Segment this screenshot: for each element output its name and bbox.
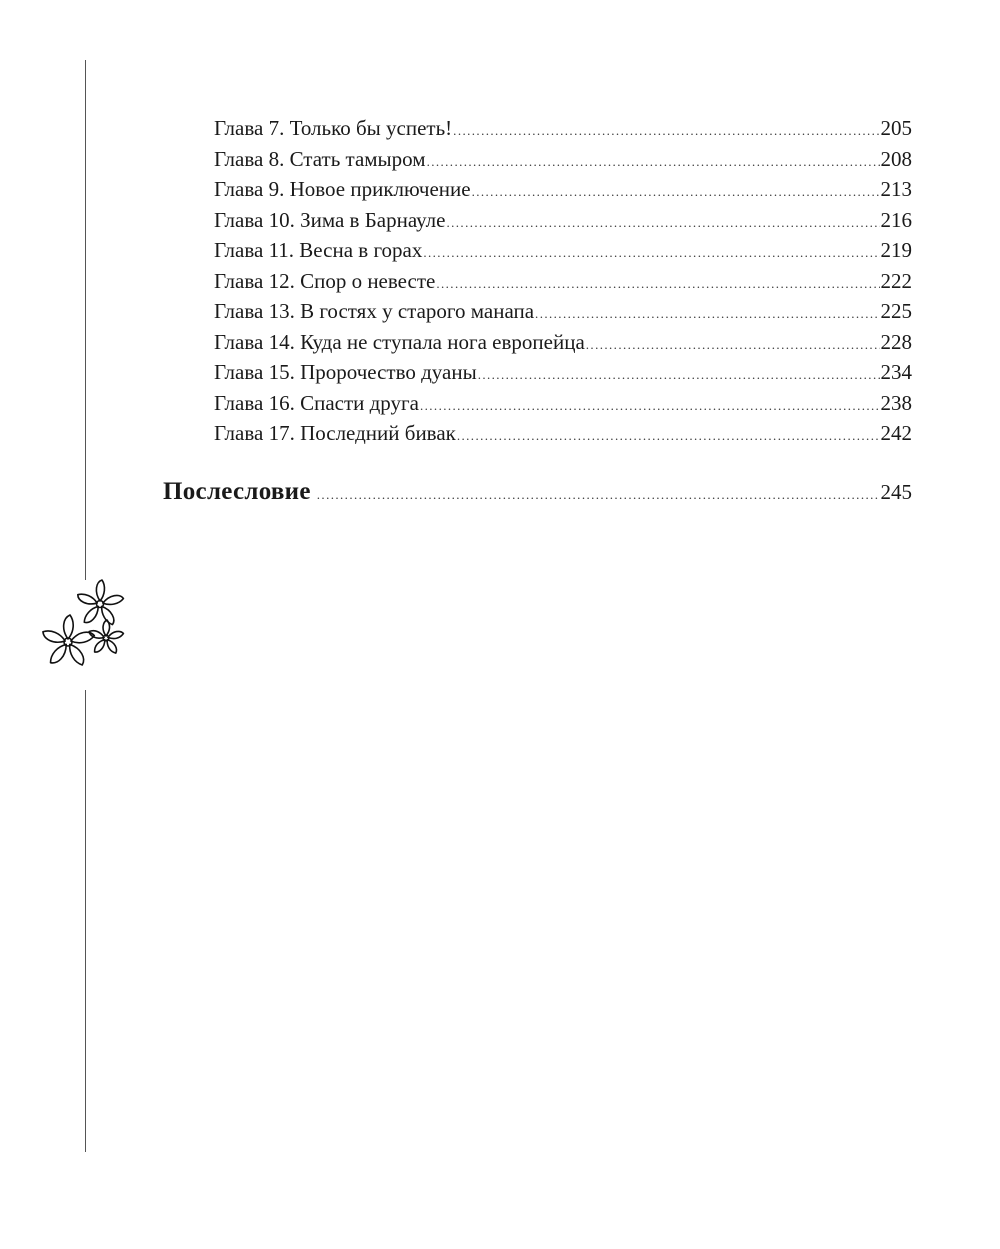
leader-dots [436, 269, 879, 300]
toc-entry-title: Глава 12. Спор о невесте [214, 268, 436, 293]
leader-dots [535, 299, 879, 330]
leader-dots [472, 177, 880, 208]
toc-entry [214, 144, 912, 175]
toc-entry-page: 234 [880, 360, 912, 384]
leader-dots [317, 487, 880, 503]
toc-entry-page: 225 [880, 299, 912, 323]
toc-afterword-entry [163, 478, 912, 506]
toc-entry-page: 208 [880, 146, 912, 171]
toc-entry [214, 327, 912, 358]
margin-rule-bottom [85, 690, 86, 1152]
toc-entry [214, 205, 912, 236]
toc-entry [214, 388, 912, 419]
table-of-contents [214, 113, 912, 449]
leader-dots [586, 330, 880, 361]
margin-rule-top [85, 60, 86, 580]
toc-entry-page: 242 [880, 421, 912, 445]
afterword-page: 245 [880, 480, 912, 504]
toc-entry-page: 222 [880, 268, 912, 293]
toc-entry-title: Глава 13. В гостях у старого манапа [214, 299, 535, 323]
toc-entry [214, 296, 912, 327]
toc-entry-title: Глава 8. Стать тамыром [214, 146, 426, 171]
toc-entry-title: Глава 10. Зима в Барнауле [214, 207, 446, 232]
toc-entry-page: 216 [880, 207, 912, 232]
toc-entry-title: Глава 9. Новое приключение [214, 177, 471, 201]
toc-entry [214, 418, 912, 449]
toc-entry-title: Глава 11. Весна в горах [214, 238, 423, 262]
toc-entry-page: 228 [880, 329, 912, 354]
toc-entry-page: 213 [880, 177, 912, 201]
leader-dots [446, 208, 879, 239]
leader-dots [423, 238, 879, 269]
leader-dots [453, 116, 879, 147]
toc-entry-title: Глава 16. Спасти друга [214, 390, 419, 415]
toc-entry [214, 113, 912, 144]
toc-entry [214, 266, 912, 297]
leader-dots [427, 147, 880, 178]
toc-entry-page: 205 [880, 116, 912, 140]
toc-entry-title: Глава 15. Пророчество дуаны [214, 360, 477, 384]
toc-entry-title: Глава 7. Только бы успеть! [214, 116, 453, 140]
toc-entry [214, 235, 912, 266]
toc-entry-title: Глава 14. Куда не ступала нога европейца [214, 329, 585, 354]
toc-entry [214, 174, 912, 205]
afterword-title: Послесловие [163, 478, 311, 505]
leader-dots [478, 360, 880, 391]
toc-entry-page: 219 [880, 238, 912, 262]
toc-entry-page: 238 [880, 390, 912, 415]
leader-dots [420, 391, 880, 422]
toc-entry [214, 357, 912, 388]
flower-cluster-icon [38, 576, 132, 676]
toc-entry-title: Глава 17. Последний бивак [214, 421, 456, 445]
leader-dots [457, 421, 880, 452]
